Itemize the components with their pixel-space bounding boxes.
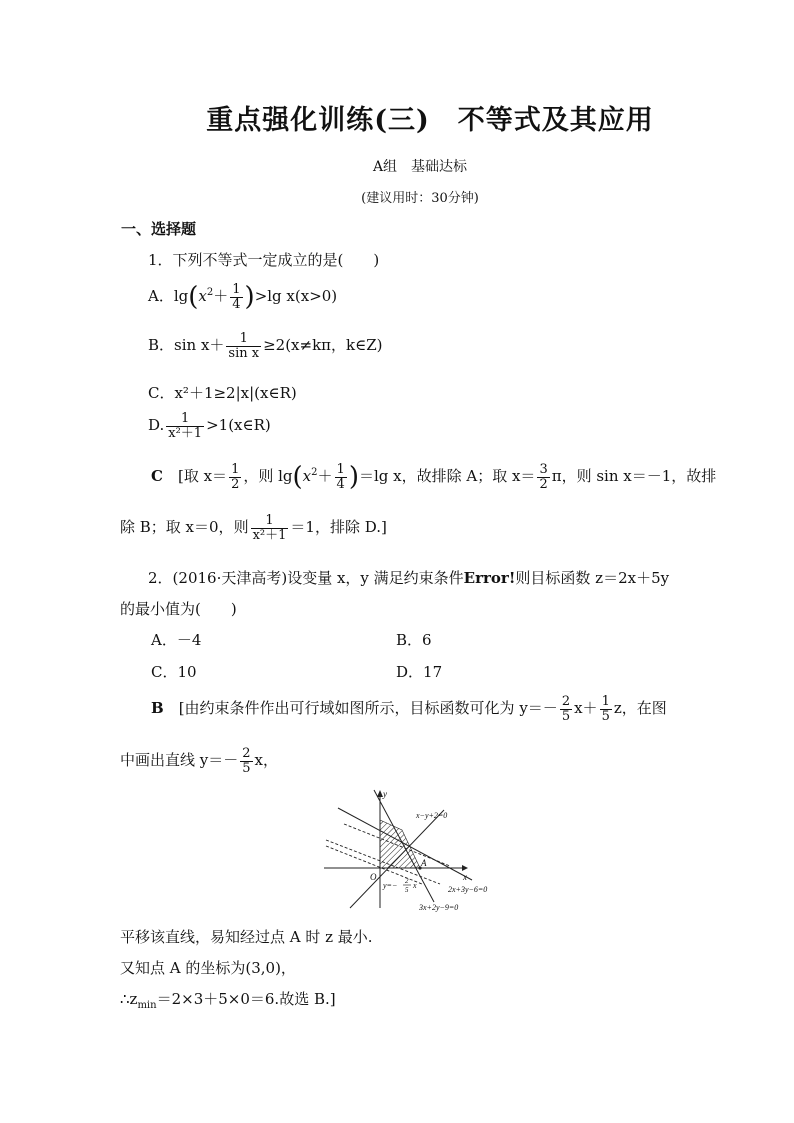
q1-answer-line2 — [120, 514, 387, 542]
q2-answer-zmin-sub: min — [137, 1000, 157, 1011]
title-topic: 不等式及其应用 — [457, 105, 654, 136]
q1-a-fraction — [230, 283, 242, 311]
q2-option-b: B．6 — [396, 631, 432, 649]
q1-option-d — [148, 412, 271, 440]
q1-answer-p5: 除 B；取 x＝0，则 — [120, 518, 249, 537]
label-obj-num: 2 — [405, 877, 409, 885]
q1-a-paren-open: ( — [188, 282, 199, 312]
q2-option-a: A．－4 — [151, 631, 202, 649]
label-obj-prefix: y=− — [383, 881, 398, 890]
q2-25-num: 2 — [561, 694, 571, 709]
q2-answer-after3 — [120, 988, 336, 1011]
label-obj-den: 5 — [405, 886, 409, 894]
line-2x-3y-6 — [338, 808, 472, 880]
q1-ans-paren-open: ( — [292, 462, 303, 492]
q2-stem-line1 — [148, 567, 669, 588]
q1-answer-frac-half — [229, 463, 241, 491]
q1-half-num: 1 — [231, 461, 240, 477]
q1-ans-x: x — [302, 467, 312, 485]
q2-option-d: D．17 — [396, 663, 443, 681]
q2-answer-line1 — [151, 695, 667, 723]
y-axis-label: y — [383, 789, 387, 799]
q2-answer-z: ∴z — [120, 990, 138, 1008]
q2-15-den: 5 — [601, 708, 610, 724]
q1-option-a: A．$\lg(x^2+$ $\frac{1}{4}$ )>lg x(x>0) — [148, 281, 338, 312]
q1-a-label: A．lg — [148, 287, 189, 305]
q2-answer-letter: B — [151, 699, 164, 718]
x-axis-arrow — [462, 865, 468, 871]
q1-b-num: 1 — [226, 332, 261, 347]
q1-answer-p1: [取 x＝ — [177, 467, 228, 485]
label-line-2x-3y-6: 2x+3y−6=0 — [448, 885, 488, 894]
q1-ans-paren-close: ) — [348, 462, 359, 492]
q1-answer: C [取 x＝ $\frac{1}{2}$ ，则 $\lg(x^2+$ $\frac{1}{4}$ )＝lg x，故排除 A；取 x＝ $\frac{3}{2}$ π，则 sin x＝－1，故排 — [151, 461, 717, 492]
q2-answer-tail2: x， — [254, 751, 278, 770]
title-main: 重点强化训练(三) — [206, 105, 430, 136]
q2-stem-b: 则目标函数 z＝2x＋5y — [515, 569, 670, 587]
q1-answer-p4: π，则 sin x＝－1，故排 — [551, 467, 717, 485]
q1-d-den: x²＋1 — [168, 425, 203, 441]
q1-answer-frac-quarter — [335, 463, 347, 491]
q1-d-fraction — [166, 412, 204, 440]
q2-answer-frac-25 — [560, 695, 572, 723]
q1-b-label: B．sin x＋ — [148, 336, 225, 355]
q1-answer-letter: C — [151, 467, 163, 485]
q1-quarter-den: 4 — [336, 476, 345, 492]
q1-quarter-num: 1 — [336, 461, 345, 477]
q1-d-tail: >1(x∈R) — [206, 416, 271, 435]
q2-25b-num: 2 — [242, 746, 251, 761]
section-heading: 一、选择题 — [121, 220, 197, 238]
feasible-region-figure — [320, 788, 505, 912]
q2-25b-den: 5 — [242, 760, 251, 776]
q1-option-b — [148, 332, 383, 360]
q1-32-num: 3 — [539, 461, 548, 477]
label-line-x-y-2: x−y+2=0 — [416, 811, 448, 820]
point-a-label: A — [421, 858, 427, 868]
origin-label: O — [370, 872, 377, 882]
q2-answer-after1: 平移该直线，易知经过点 A 时 z 最小. — [120, 928, 373, 946]
q2-answer-tail1: z，在图 — [613, 699, 667, 718]
q1-b-tail: ≥2(x≠kπ，k∈Z) — [263, 336, 383, 355]
q2-stem-error: Error! — [463, 569, 516, 587]
q1-stem: 1．下列不等式一定成立的是( ) — [148, 251, 380, 269]
q2-answer-frac-25b — [240, 747, 252, 775]
q2-answer-line2 — [120, 747, 278, 775]
q1-a-paren-close: ) — [244, 282, 255, 312]
q2-stem-line2: 的最小值为( ) — [120, 600, 237, 618]
label-objective-line — [382, 881, 397, 890]
q1-a-x2: x — [198, 287, 207, 305]
q2-answer-text2: 中画出直线 y＝－ — [120, 751, 239, 770]
q2-answer-mid1: x＋ — [574, 699, 598, 718]
q1-32-den: 2 — [539, 476, 548, 492]
q2-answer-final: ＝2×3＋5×0＝6.故选 B.] — [156, 990, 336, 1008]
q1-b-den: sin x — [228, 345, 260, 361]
q1-b-fraction — [226, 332, 261, 360]
q1-a-den: 4 — [232, 296, 241, 312]
q1-a-num: 1 — [232, 281, 241, 297]
q1-d2-num: 1 — [251, 514, 289, 529]
q1-answer-p3: ＝lg x，故排除 A；取 x＝ — [358, 467, 536, 485]
q2-answer-after2: 又知点 A 的坐标为(3,0)， — [120, 959, 296, 977]
q2-15-num: 1 — [601, 694, 610, 709]
q1-answer-p2: ，则 lg — [243, 467, 293, 485]
group-heading: A组 基础达标 — [372, 159, 468, 175]
q1-option-c: C．x²＋1≥2|x|(x∈R) — [148, 384, 297, 402]
q1-answer-frac-32 — [537, 463, 549, 491]
q1-ans-sup: 2 — [311, 467, 318, 478]
q1-answer-p6: ＝1，排除 D.] — [290, 518, 387, 537]
page-title — [0, 98, 794, 137]
feasible-region — [380, 820, 420, 868]
q2-option-c: C．10 — [151, 663, 197, 681]
label-obj-tail: x — [413, 881, 417, 890]
time-note: (建议用时：30分钟) — [361, 191, 479, 206]
q2-answer-frac-15 — [600, 695, 612, 723]
q1-a-sup: 2 — [206, 287, 214, 298]
x-axis-label: x — [463, 872, 467, 882]
q1-half-den: 2 — [231, 476, 240, 492]
q1-d2-den: x²＋1 — [252, 527, 287, 543]
q2-answer-text1: [由约束条件作出可行域如图所示，目标函数可化为 y＝－ — [178, 699, 558, 718]
q1-d-label: D. — [148, 416, 165, 435]
q1-a-tail: >lg x(x>0) — [254, 287, 338, 305]
q2-stem-a: 2．(2016·天津高考)设变量 x，y 满足约束条件 — [148, 569, 464, 587]
label-line-3x-2y-9: 3x+2y−9=0 — [419, 903, 459, 912]
q2-25-den: 5 — [561, 708, 571, 724]
q1-d-num: 1 — [166, 412, 204, 427]
q1-answer-frac-d — [251, 514, 289, 542]
